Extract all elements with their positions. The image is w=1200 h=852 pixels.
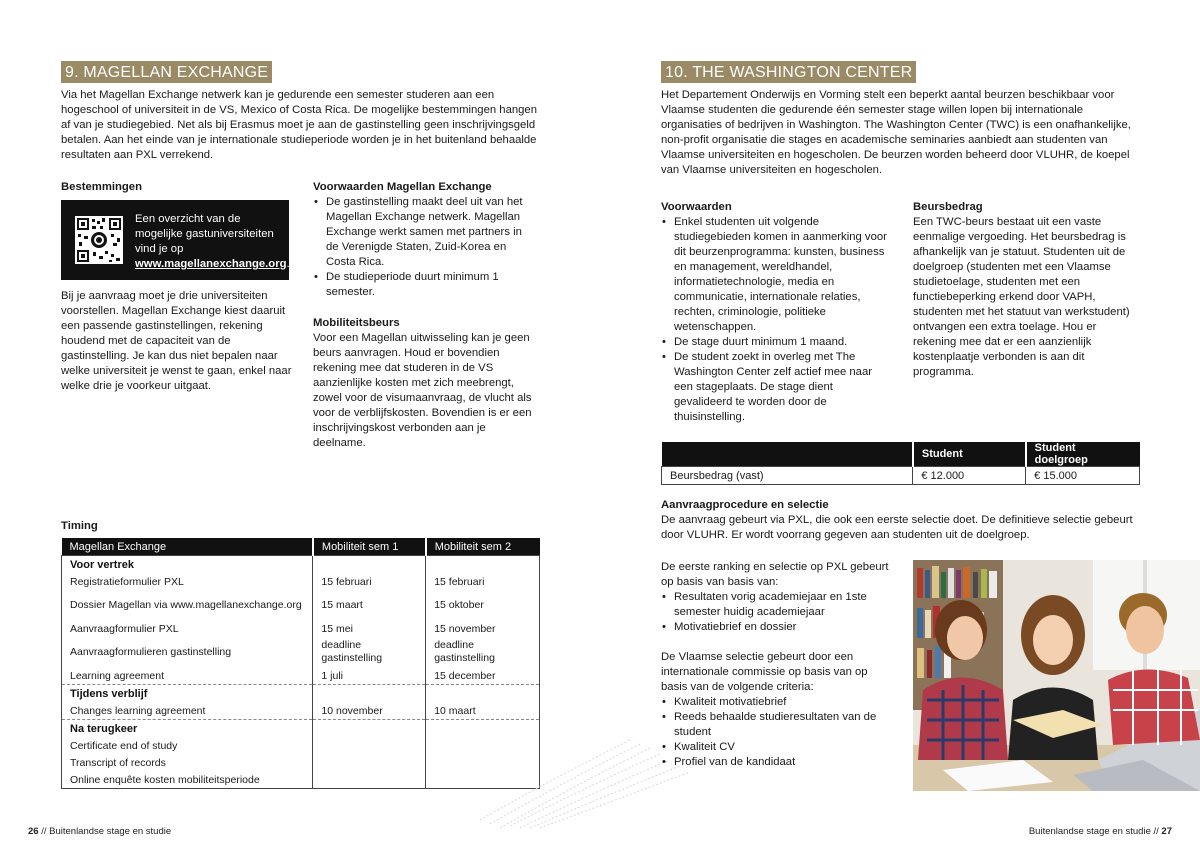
- table-row: [62, 573, 540, 590]
- list-item: • Profiel van de kandidaat: [661, 755, 889, 770]
- list-item: • De studieperiode duurt minimum 1 semester.: [313, 270, 535, 300]
- table-cell: 10 november: [313, 702, 426, 720]
- table-header: Student doelgroep: [1026, 442, 1140, 467]
- qr-code-icon: [75, 216, 123, 264]
- table-header-row: [662, 442, 1140, 467]
- table-cell: 15 maart: [313, 590, 426, 620]
- footer-text: Buitenlandse stage en studie //: [1028, 826, 1159, 837]
- section-title-washington: 10. THE WASHINGTON CENTER: [661, 61, 916, 83]
- list-item: • De stage duurt minimum 1 maand.: [661, 335, 889, 350]
- table-header: Magellan Exchange: [62, 538, 313, 556]
- table-cell: 15 februari: [313, 573, 426, 590]
- beursbedrag-table: [661, 442, 1140, 485]
- group-row-na-terugkeer: [62, 720, 540, 738]
- table-cell: Online enquête kosten mobiliteitsperiode: [62, 771, 313, 789]
- table-cell: € 15.000: [1026, 467, 1140, 485]
- voorwaarden-magellan-heading: Voorwaarden Magellan Exchange: [313, 181, 492, 193]
- table-cell: Dossier Magellan via www.magellanexchange.org: [62, 590, 313, 620]
- table-row: [62, 620, 540, 637]
- table-cell: Aanvraagformulieren gastinstelling: [62, 637, 313, 667]
- list-item: • Kwaliteit CV: [661, 740, 889, 755]
- table-cell: 10 maart: [426, 702, 540, 720]
- qr-info-box: [61, 200, 289, 280]
- group-label: Tijdens verblijf: [62, 685, 313, 703]
- table-cell: 15 mei: [313, 620, 426, 637]
- table-row: [62, 754, 540, 771]
- mobiliteitsbeurs-heading: Mobiliteitsbeurs: [313, 317, 400, 329]
- table-row: [62, 771, 540, 789]
- washington-intro: Het Departement Onderwijs en Vorming stelt een beperkt aantal beurzen beschikbaar voor Vlaamse studenten die gedurende één semester stage willen lopen bij internationale organisaties of bedrijven in Washington. The Washington Center (TWC) is een onafhankelijke, non-profit organisatie die stages en academische seminaries aanbiedt aan studenten van Vlaamse universiteiten en hogescholen. De beurzen worden beheerd door VLUHR, de koepel van Vlaamse universiteiten en hogescholen.: [661, 89, 1131, 176]
- table-header: [662, 442, 913, 467]
- table-cell: Registratieformulier PXL: [62, 573, 313, 590]
- magellan-link[interactable]: www.magellanexchange.org: [135, 258, 287, 270]
- section-title-magellan: 9. MAGELLAN EXCHANGE: [61, 61, 272, 83]
- table-header: Mobiliteit sem 2: [426, 538, 540, 556]
- list-item: • De student zoekt in overleg met The Washington Center zelf actief mee naar een stageplaats. De stage dient gevalideerd te worden door de thuisinstelling.: [661, 350, 889, 425]
- beursbedrag-text: Een TWC-beurs bestaat uit een vaste eenmalige vergoeding. Het beursbedrag is afhankelijk van je statuut. Studenten uit de doelgroep (studenten met een Vlaamse studietoelage, studenten met een functiebeperking erkend door VAPH, studenten met het statuut van werkstudent) ontvangen een extra toelage. Hou er rekening mee dat er een aanzienlijk kostenplaatje verbonden is aan dit programma.: [913, 216, 1130, 378]
- page-number: 26: [28, 826, 39, 837]
- table-cell: Transcript of records: [62, 754, 313, 771]
- bestemmingen-heading: Bestemmingen: [61, 181, 142, 193]
- table-cell: deadline gastinstelling: [426, 637, 540, 667]
- list-item: • De gastinstelling maakt deel uit van het Magellan Exchange netwerk. Magellan Exchange werkt samen met partners in de Verenigde Staten, Zuid-Korea en Costa Rica.: [313, 195, 535, 270]
- students-photo: [913, 560, 1200, 791]
- vlaamse-selectie-list: [661, 695, 889, 770]
- list-item: • Kwaliteit motivatiebrief: [661, 695, 889, 710]
- list-item: • Enkel studenten uit volgende studiegebieden komen in aanmerking voor dit beurzenprogramma: kunsten, business en management, wereldhandel, informatietechnologie, media en communicatie, internationale relaties, rechten, criminologie, politieke wetenschappen.: [661, 215, 889, 335]
- footer-text: // Buitenlandse stage en studie: [41, 826, 172, 837]
- table-cell: 15 oktober: [426, 590, 540, 620]
- table-header-row: [62, 538, 540, 556]
- beursbedrag-heading: Beursbedrag: [913, 201, 983, 213]
- ranking-text: De eerste ranking en selectie op PXL gebeurt op basis van basis van:: [661, 561, 889, 588]
- table-row: [62, 667, 540, 685]
- table-cell: Beursbedrag (vast): [662, 467, 913, 485]
- aanvraag-heading: Aanvraagprocedure en selectie: [661, 499, 829, 511]
- qr-description: Een overzicht van de mogelijke gastuniversiteiten vind je op: [135, 213, 274, 255]
- table-row: [62, 702, 540, 720]
- table-cell: Changes learning agreement: [62, 702, 313, 720]
- table-header: Student: [913, 442, 1026, 467]
- table-cell: Learning agreement: [62, 667, 313, 685]
- group-label: Voor vertrek: [62, 556, 313, 574]
- table-row: [62, 737, 540, 754]
- footer-left: [28, 826, 171, 837]
- timing-heading: Timing: [61, 520, 98, 532]
- group-row-tijdens-verblijf: [62, 685, 540, 703]
- list-item: • Resultaten vorig academiejaar en 1ste semester huidig academiejaar: [661, 590, 893, 620]
- table-cell: 15 februari: [426, 573, 540, 590]
- table-cell: 15 december: [426, 667, 540, 685]
- voorwaarden-washington-heading: Voorwaarden: [661, 201, 732, 213]
- page-number: 27: [1161, 826, 1172, 837]
- ranking-list: [661, 590, 893, 635]
- table-row: [62, 637, 540, 667]
- table-cell: 15 november: [426, 620, 540, 637]
- magellan-intro: Via het Magellan Exchange netwerk kan je gedurende een semester studeren aan een hogeschool of universiteit in de VS, Mexico of Costa Rica. De mogelijke bestemmingen hangen af van je studiegebied. Net als bij Erasmus moet je aan de gastinstelling geen inschrijvingsgeld betalen. Aan het einde van je internationale studieperiode worden je in het buitenland behaalde resultaten aan PXL verrekend.: [61, 89, 537, 161]
- group-label: Na terugkeer: [62, 720, 313, 738]
- table-cell: deadline gastinstelling: [313, 637, 426, 667]
- table-cell: 1 juli: [313, 667, 426, 685]
- vlaamse-selectie-text: De Vlaamse selectie gebeurt door een internationale commissie op basis van op basis van de volgende criteria:: [661, 651, 868, 693]
- list-item: • Motivatiebrief en dossier: [661, 620, 893, 635]
- table-header: Mobiliteit sem 1: [313, 538, 426, 556]
- table-cell: Certificate end of study: [62, 737, 313, 754]
- voorwaarden-magellan-list: [313, 195, 535, 300]
- table-cell: € 12.000: [913, 467, 1026, 485]
- bestemmingen-text: Bij je aanvraag moet je drie universiteiten voorstellen. Magellan Exchange kiest daaruit een passende gastinstellingen, rekening houdend met de capaciteit van de gastinstelling. Je kan dus niet bepalen naar welke universiteit je wenst te gaan, enkel naar welke drie je voorkeur uitgaat.: [61, 290, 292, 392]
- timing-table: [61, 538, 540, 789]
- mobiliteitsbeurs-text: Voor een Magellan uitwisseling kan je geen beurs aanvragen. Houd er bovendien rekening mee dat studeren in de VS aanzienlijke kosten met zich meebrengt, zowel voor de visumaanvraag, de vlucht als voor de verblijfskosten. Bovendien is er een inschrijvingskost verbonden aan je deelname.: [313, 332, 532, 449]
- table-row: [62, 590, 540, 620]
- footer-right: [1029, 826, 1172, 837]
- group-row-voor-vertrek: [62, 556, 540, 574]
- list-item: • Reeds behaalde studieresultaten van de student: [661, 710, 889, 740]
- aanvraag-text: De aanvraag gebeurt via PXL, die ook een eerste selectie doet. De definitieve selectie gebeurt door VLUHR. Er wordt voorrang gegeven aan studenten uit de doelgroep.: [661, 514, 1133, 541]
- table-row: [662, 467, 1140, 485]
- qr-period: .: [286, 258, 290, 270]
- table-cell: Aanvraagformulier PXL: [62, 620, 313, 637]
- voorwaarden-washington-list: [661, 215, 889, 425]
